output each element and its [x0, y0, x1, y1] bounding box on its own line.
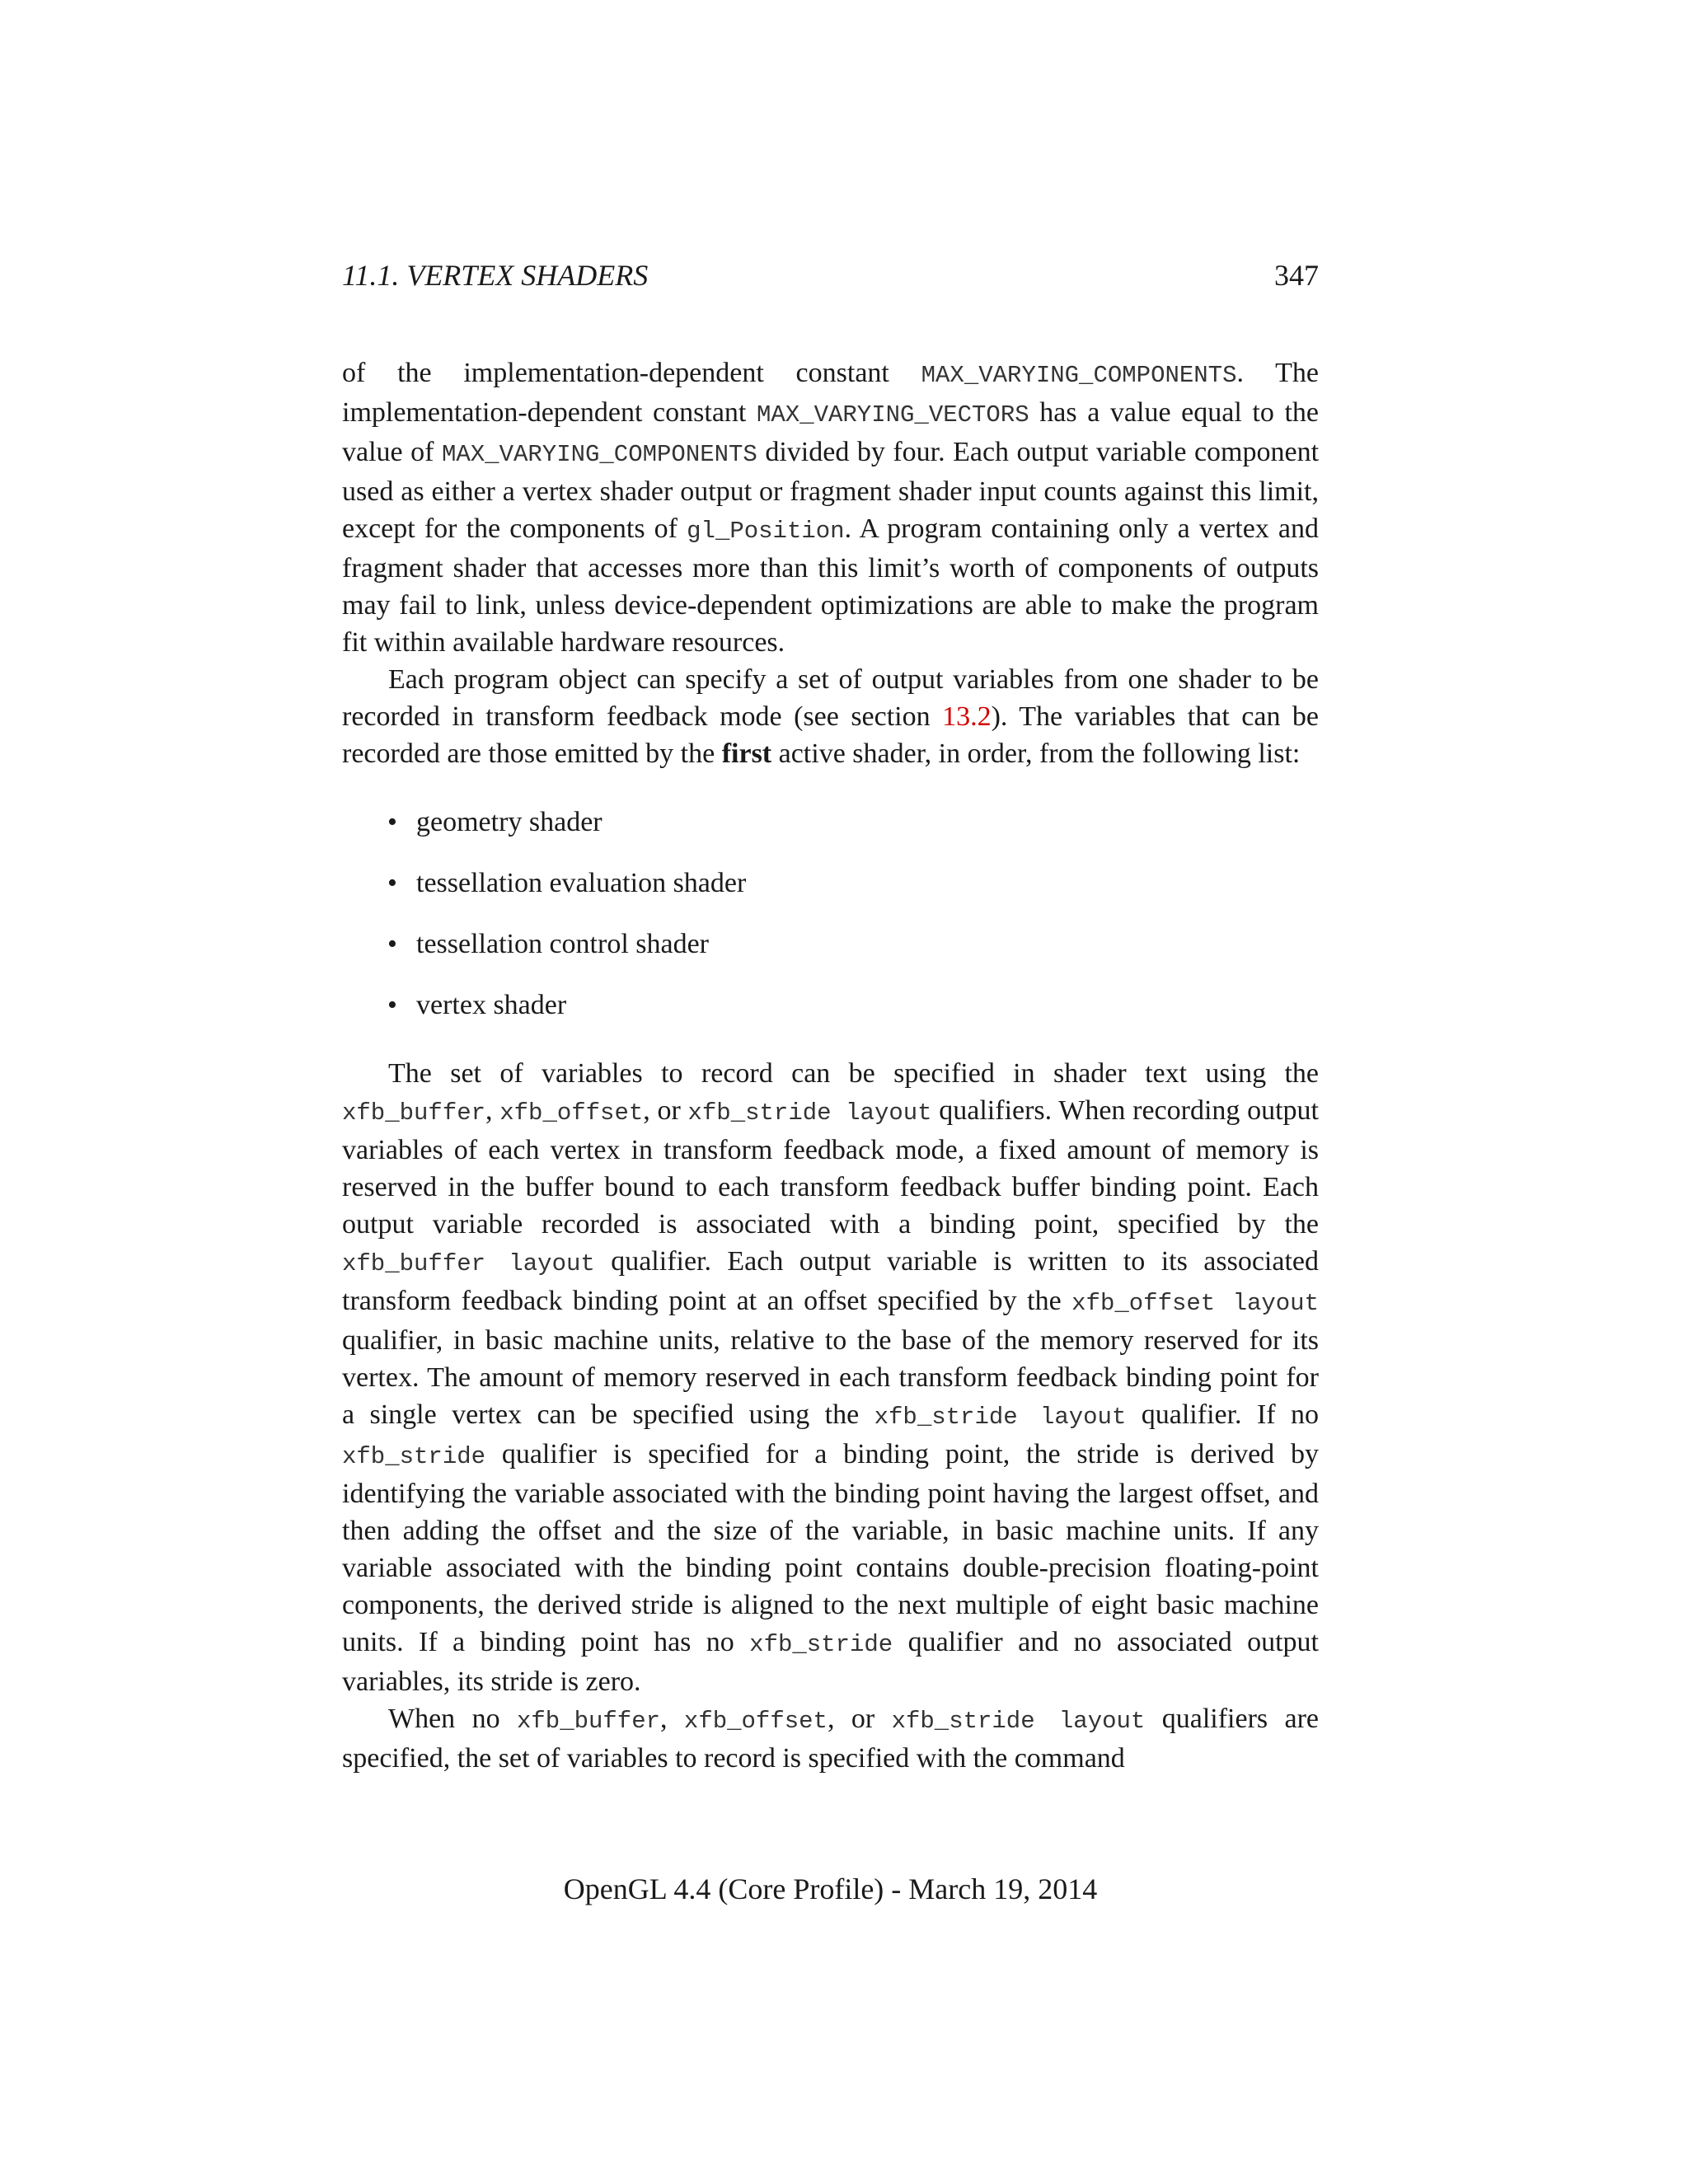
running-header [342, 257, 1319, 293]
list-item [342, 865, 1319, 902]
shader-list [342, 804, 1319, 1024]
text-run: , [485, 1095, 500, 1126]
list-item [342, 987, 1319, 1024]
code-xfb-buffer-layout: xfb_buffer layout [342, 1250, 595, 1277]
page-footer: OpenGL 4.4 (Core Profile) - March 19, 2014 [563, 1872, 1098, 1905]
text-run: Each program object can specify a set of output variables from one shader to be recorded in transform feedback mode (see section [342, 664, 1319, 732]
list-item [342, 926, 1319, 963]
bullet-icon: • [387, 990, 397, 1020]
text-run: qualifier. If no [1126, 1399, 1319, 1430]
text-run: active shader, in order, from the following list: [771, 738, 1301, 769]
list-item-label: tessellation evaluation shader [416, 868, 747, 898]
text-run: qualifier is specified for a binding point, the stride is derived by identifying the variable associated with the binding point having the largest offset, and then adding the offset and the size of the variable, in basic machine units. If any variable associated with the binding point contains double-precision floating-point components, the derived stride is aligned to the next multiple of eight basic machine units. If a binding point has no [342, 1439, 1319, 1657]
bold-first: first [721, 738, 772, 769]
code-xfb-offset-layout: xfb_offset layout [1071, 1290, 1319, 1317]
text-run: . A program containing only a vertex and fragment shader that accesses more than this limit’s worth of components of outputs may fail to link, unless device-dependent optimizations are able to make the program fit within available hardware resources. [342, 513, 1319, 658]
code-xfb-stride-layout: xfb_stride layout [891, 1708, 1146, 1735]
code-xfb-stride-layout: xfb_stride layout [874, 1404, 1127, 1431]
text-run: qualifier, in basic machine units, relative to the base of the memory reserved for its vertex. The amount of memory reserved in each transform feedback binding point for a single vertex can be specified using the [342, 1325, 1319, 1430]
code-xfb-buffer: xfb_buffer [516, 1708, 661, 1735]
bullet-icon: • [387, 929, 397, 959]
paragraph-2 [342, 661, 1319, 772]
paragraph-3 [342, 1055, 1319, 1700]
body-text [342, 354, 1319, 1777]
code-xfb-stride-layout: xfb_stride layout [687, 1099, 932, 1127]
text-run: ). The variables that can be recorded are those emitted by the [342, 701, 1320, 769]
list-item-label: tessellation control shader [416, 929, 710, 959]
section-title: 11.1. VERTEX SHADERS [342, 259, 649, 292]
code-xfb-stride: xfb_stride [342, 1443, 486, 1470]
text-run: , or [643, 1095, 688, 1126]
page-number: 347 [1274, 259, 1319, 292]
text-run: divided by four. Each output variable component used as either a vertex shader output or fragment shader input counts against this limit, except for the components of [342, 437, 1320, 544]
text-run: , [660, 1704, 684, 1734]
code-xfb-buffer: xfb_buffer [342, 1099, 486, 1127]
paragraph-4 [342, 1700, 1319, 1777]
text-run: , or [827, 1704, 892, 1734]
text-run: qualifiers are specified, the set of variables to record is specified with the command [342, 1704, 1320, 1774]
paragraph-1 [342, 354, 1319, 661]
text-run: When no [388, 1704, 517, 1734]
text-run: has a value equal to the value of [342, 397, 1319, 467]
list-item-label: geometry shader [416, 807, 603, 837]
code-max-varying-components: MAX_VARYING_COMPONENTS [441, 441, 757, 468]
list-item [342, 804, 1319, 841]
text-run: of the implementation-dependent constant [342, 358, 921, 388]
code-max-varying-vectors: MAX_VARYING_VECTORS [756, 401, 1029, 429]
code-max-varying-components: MAX_VARYING_COMPONENTS [921, 362, 1237, 389]
text-run: The set of variables to record can be specified in shader text using the [388, 1058, 1319, 1089]
text-run: qualifier. Each output variable is written to its associated transform feedback binding point at an offset specified by the [342, 1246, 1319, 1316]
section-link[interactable]: 13.2 [942, 701, 992, 732]
code-gl-position: gl_Position [687, 518, 845, 545]
bullet-icon: • [387, 868, 397, 898]
bullet-icon: • [387, 807, 397, 837]
text-run: qualifier and no associated output variables, its stride is zero. [342, 1627, 1319, 1697]
text-run: . The implementation-dependent constant [342, 358, 1319, 428]
list-item-label: vertex shader [416, 990, 567, 1020]
code-xfb-offset: xfb_offset [683, 1708, 828, 1735]
text-run: qualifiers. When recording output variables of each vertex in transform feedback mode, a fixed amount of memory is reserved in the buffer bound to each transform feedback buffer binding point. Each output variable recorded is associated with a binding point, specified by the [342, 1095, 1319, 1240]
code-xfb-offset: xfb_offset [499, 1099, 644, 1127]
code-xfb-stride: xfb_stride [749, 1631, 893, 1658]
